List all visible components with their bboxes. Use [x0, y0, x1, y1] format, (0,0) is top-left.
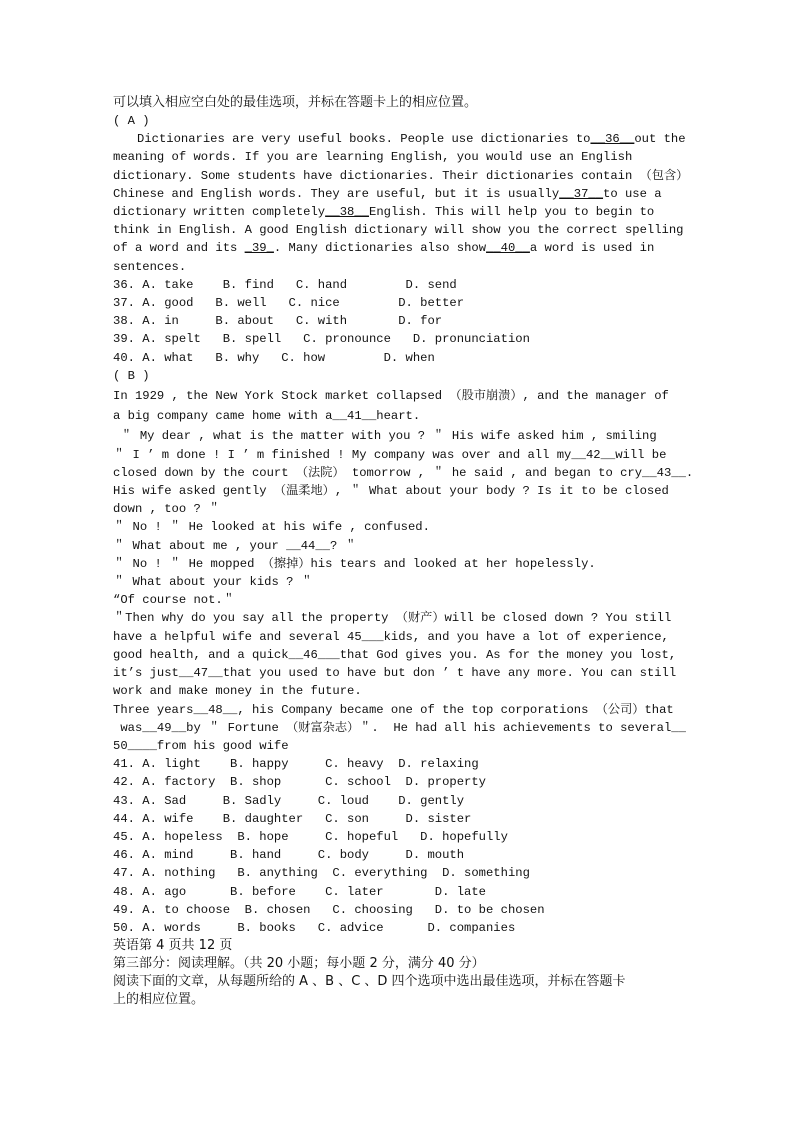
blank-40: __40__ [486, 241, 530, 256]
passage-b-line: down , too ? ＂ [113, 502, 221, 517]
passage-b-line: “Of course not.＂ [113, 593, 235, 608]
question-49: 49. A. to choose B. chosen C. choosing D. to be chosen [113, 902, 545, 917]
passage-a [113, 112, 689, 367]
passage-b-line: a big company came home with a__41__heart. [113, 409, 421, 424]
passage-b-line: was__49__by ＂ Fortune （财富杂志）＂. He had all his achievements to several__ [113, 720, 686, 735]
passage-b-line: it’s just__47__that you used to have but don ’ t have any more. You can still [113, 666, 677, 681]
passage-a-line: think in English. A good English dictionary will show you the correct spelling [113, 223, 684, 238]
question-45: 45. A. hopeless B. hope C. hopeful D. hopefully [113, 829, 508, 844]
blank-36: __36__ [590, 132, 635, 147]
section-instruction-cont: 上的相应位置。 [113, 992, 205, 1008]
question-36: 36. A. take B. find C. hand D. send [113, 277, 457, 292]
question-50: 50. A. words B. books C. advice D. companies [113, 920, 516, 935]
passage-b-line: closed down by the court （法院） tomorrow , ＂ he said , and began to cry__43__. [113, 465, 694, 480]
passage-b-label: ( B ) [113, 368, 150, 383]
passage-a-line: sentences. [113, 259, 187, 274]
question-41: 41. A. light B. happy C. heavy D. relaxing [113, 757, 479, 772]
passage-a-line: Chinese and English words. They are useful, but it is usually__37__to use a [113, 186, 662, 201]
question-40: 40. A. what B. why C. how D. when [113, 350, 435, 365]
passage-a-questions [113, 276, 673, 367]
blank-37: __37__ [559, 186, 604, 201]
question-43: 43. A. Sad B. Sadly C. loud D. gently [113, 793, 465, 808]
passage-b-line: 50____from his good wife [113, 738, 289, 753]
passage-a-line: of a word and its _39_. Many dictionaries also show__40__a word is used in [113, 241, 655, 256]
passage-b-line: work and make money in the future. [113, 684, 362, 699]
passage-b-line: ＂ I ’ m done ! I ’ m finished ! My company was over and all my__42__will be [113, 447, 667, 462]
passage-a-line: dictionary. Some students have dictionaries. Their dictionaries contain （包含） [113, 168, 689, 183]
passage-b-questions [113, 755, 673, 937]
question-48: 48. A. ago B. before C. later D. late [113, 884, 486, 899]
passage-b-line: In 1929 , the New York Stock market collapsed （股市崩溃）, and the manager of [113, 389, 669, 404]
question-42: 42. A. factory B. shop C. school D. property [113, 775, 486, 790]
passage-b-line: Three years__48__, his Company became one of the top corporations （公司）that [113, 702, 674, 717]
passage-a-line: meaning of words. If you are learning English, you would use an English [113, 150, 633, 165]
passage-b-line: ＂ No ! ＂ He mopped （擦掉）his tears and looked at her hopelessly. [113, 556, 596, 571]
exam-page [113, 94, 694, 1009]
passage-b-line: have a helpful wife and several 45___kids, and you have a lot of experience, [113, 629, 669, 644]
page-info: 英语第 4 页共 12 页 [113, 938, 233, 954]
question-46: 46. A. mind B. hand C. body D. mouth [113, 848, 465, 863]
passage-b-line: His wife asked gently （温柔地）, ＂ What about your body ? Is it to be closed [113, 484, 669, 499]
question-44: 44. A. wife B. daughter C. son D. sister [113, 811, 472, 826]
question-39: 39. A. spelt B. spell C. pronounce D. pronunciation [113, 332, 530, 347]
passage-b-line: good health, and a quick__46___that God gives you. As for the money you lost, [113, 647, 677, 662]
blank-38: __38__ [325, 205, 369, 220]
question-47: 47. A. nothing B. anything C. everything D. something [113, 866, 530, 881]
passage-b-line: ＂ My dear , what is the matter with you ? ＂ His wife asked him , smiling [113, 429, 657, 444]
passage-a-line: dictionary written completely__38__English. This will help you to begin to [113, 205, 655, 220]
blank-39: _39_ [244, 241, 274, 256]
question-37: 37. A. good B. well C. nice D. better [113, 296, 465, 311]
passage-a-line: Dictionaries are very useful books. People use dictionaries to__36__out the [137, 132, 686, 147]
question-38: 38. A. in B. about C. with D. for [113, 314, 443, 329]
passage-b [113, 367, 694, 937]
passage-b-line: ＂ What about your kids ? ＂ [113, 575, 313, 590]
passage-a-label: ( A ) [113, 114, 150, 128]
section-instruction: 阅读下面的文章，从每题所给的 A 、B 、C 、D 四个选项中选出最佳选项，并标在答题卡 [113, 974, 626, 990]
header-instruction: 可以填入相应空白处的最佳选项，并标在答题卡上的相应位置。 [113, 95, 478, 110]
section-title: 第三部分：阅读理解。（共 20 小题；每小题 2 分，满分 40 分） [113, 956, 485, 972]
passage-b-line: ＂ What about me , your __44__? ＂ [113, 538, 357, 553]
passage-b-line: ＂ No ! ＂ He looked at his wife , confused. [113, 520, 430, 535]
passage-b-line: ＂Then why do you say all the property （财产）will be closed down ? You still [113, 611, 672, 626]
footer-section [113, 937, 673, 1009]
